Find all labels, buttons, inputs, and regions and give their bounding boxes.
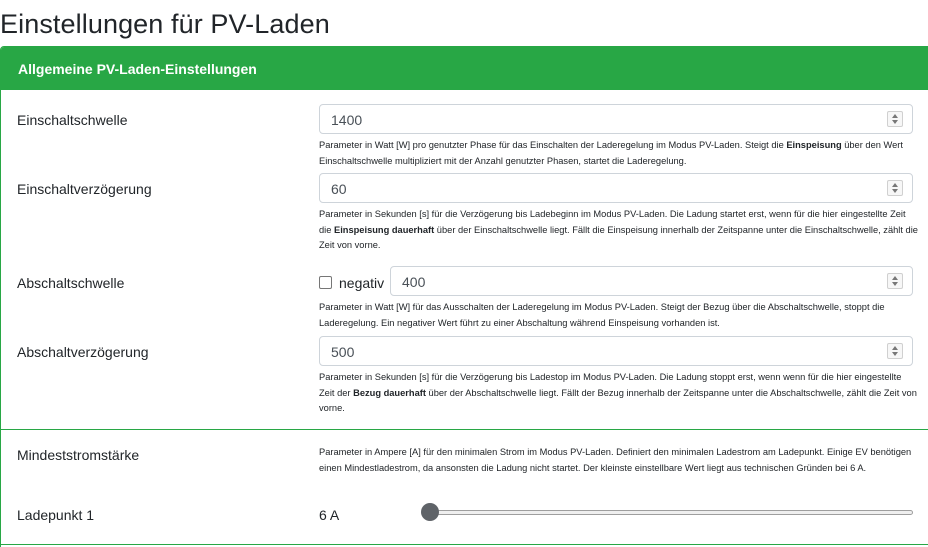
- ladepunkt-1-label: Ladepunkt 1: [17, 507, 95, 523]
- abschaltschwelle-label: Abschaltschwelle: [17, 275, 125, 291]
- einschaltverzoegerung-value: 60: [331, 181, 347, 197]
- einschaltverzoegerung-help: Parameter in Sekunden [s] für die Verzögerung bis Ladebeginn im Modus PV-Laden. Die Ladung startet erst, wenn für die hier eingestellte Zeit die Einspeisung dauerhaft über der Einschaltschwelle liegt. Fällt die Einspeisung innerhalb der Zeitspanne unter die Einschaltschwelle, zählt die Zeit von vorne.: [319, 209, 918, 250]
- section-divider: [0, 544, 928, 545]
- mindeststromstaerke-help: Parameter in Ampere [A] für den minimalen Strom im Modus PV-Laden. Definiert den minimalen Ladestrom am Ladepunkt. Einige EV benötigen einen Mindestladestrom, da ansonsten die Ladung nicht startet. Der kleinste einstellbare Wert liegt aus technischen Gründen bei 6 A.: [319, 447, 912, 473]
- abschaltverzoegerung-help: Parameter in Sekunden [s] für die Verzögerung bis Ladestop im Modus PV-Laden. Die Ladung stoppt erst, wenn wenn für die hier eingestellte Zeit der Bezug dauerhaft über der Abschaltschwelle liegt. Fällt der Bezug innerhalb der Zeitspanne unter die Abschaltschwelle, zählt die Zeit von vorne.: [319, 372, 917, 413]
- einschaltschwelle-help: Parameter in Watt [W] pro genutzter Phase für das Einschalten der Laderegelung im Modus PV-Laden. Steigt die Einspeisung über den Wert Einschaltschwelle multipliziert mit der Anzahl genutzter Phasen, startet die Laderegelung.: [319, 140, 903, 166]
- einschaltverzoegerung-label: Einschaltverzögerung: [17, 181, 152, 197]
- einschaltschwelle-input[interactable]: [319, 104, 913, 134]
- spinner-icon[interactable]: [887, 180, 903, 196]
- negativ-checkbox-label[interactable]: negativ: [339, 275, 385, 291]
- abschaltverzoegerung-value: 500: [331, 344, 355, 360]
- einschaltschwelle-label: Einschaltschwelle: [17, 112, 128, 128]
- negativ-checkbox[interactable]: [319, 276, 332, 289]
- abschaltverzoegerung-label: Abschaltverzögerung: [17, 344, 149, 360]
- abschaltschwelle-input[interactable]: [390, 266, 913, 296]
- card-header: Allgemeine PV-Laden-Einstellungen: [1, 47, 928, 90]
- abschaltschwelle-value: 400: [402, 274, 426, 290]
- spinner-icon[interactable]: [887, 273, 903, 289]
- abschaltverzoegerung-input[interactable]: [319, 336, 913, 366]
- ladepunkt-1-value: 6 A: [319, 507, 340, 523]
- spinner-icon[interactable]: [887, 343, 903, 359]
- page-title: Einstellungen für PV-Laden: [0, 9, 330, 39]
- einschaltverzoegerung-input[interactable]: [319, 173, 913, 203]
- ladepunkt-1-slider-track[interactable]: [428, 510, 913, 515]
- einschaltschwelle-value: 1400: [331, 112, 363, 128]
- ladepunkt-1-slider-thumb[interactable]: [421, 503, 439, 521]
- section-divider: [0, 429, 928, 430]
- spinner-icon[interactable]: [887, 111, 903, 127]
- mindeststromstaerke-label: Mindeststromstärke: [17, 447, 140, 463]
- abschaltschwelle-help: Parameter in Watt [W] für das Ausschalten der Laderegelung im Modus PV-Laden. Steigt der Bezug über die Abschaltschwelle, stoppt die Laderegelung. Ein negativer Wert führt zu einer Abschaltung während Einspeisung vorhanden ist.: [319, 302, 885, 328]
